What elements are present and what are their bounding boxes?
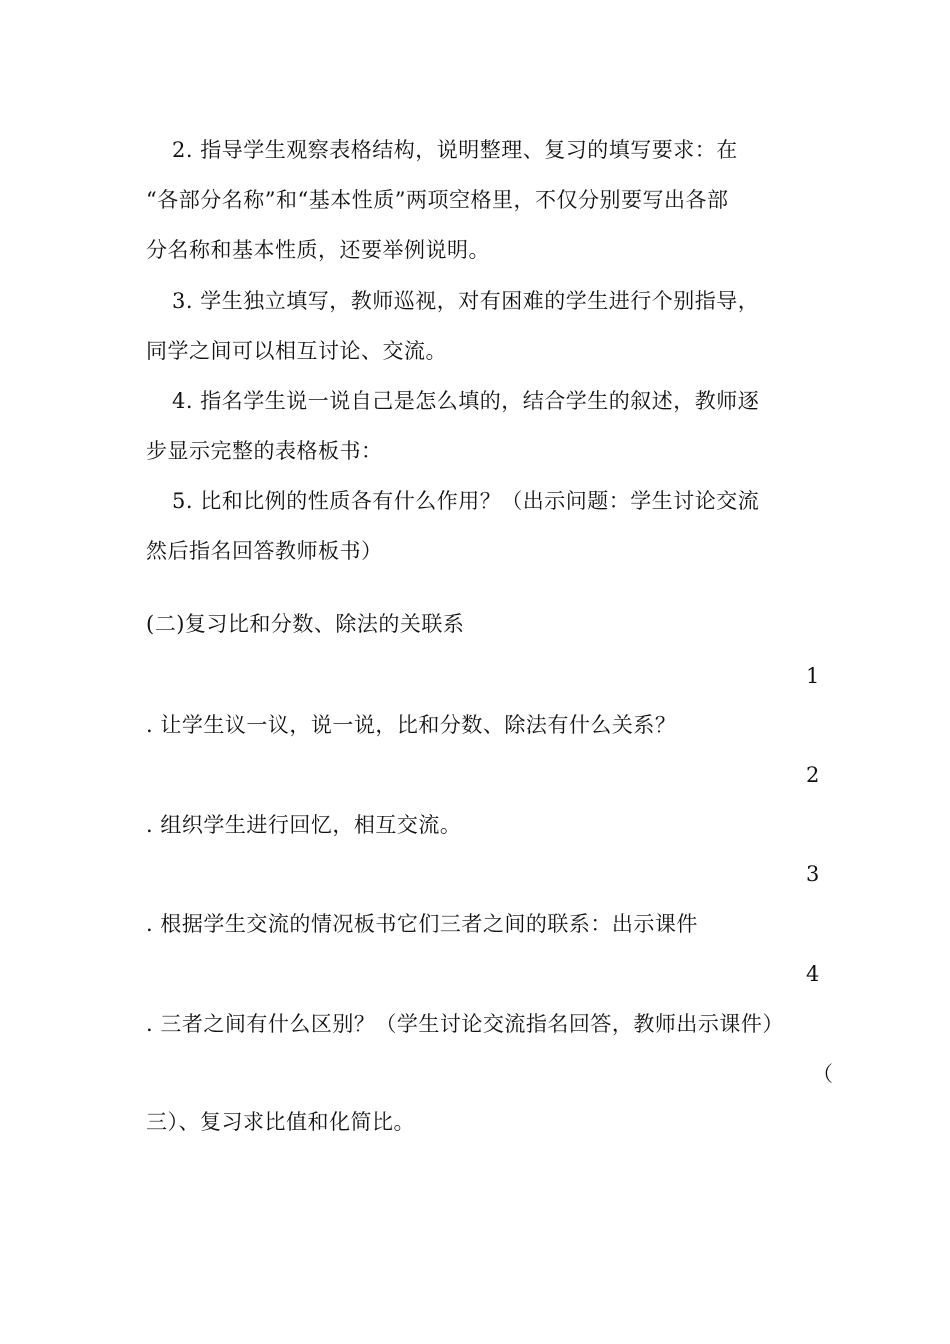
item3-text: . 根据学生交流的情况板书它们三者之间的联系：出示课件 [146,912,698,936]
para4-line2: 步显示完整的表格板书： [146,439,383,463]
item3-number: 3 [806,862,820,886]
section2-heading: (二)复习比和分数、除法的关联系 [146,612,465,636]
item1-text: . 让学生议一议，说一说，比和分数、除法有什么关系？ [146,713,677,737]
para5-line1: 5. 比和比例的性质各有什么作用？（出示问题：学生讨论交流 [172,489,760,513]
item2-number: 2 [806,763,820,787]
para3-line1: 3. 学生独立填写，教师巡视，对有困难的学生进行个别指导， [172,289,760,313]
section3-open-paren: （ [812,1062,833,1086]
section3-heading: 三）、复习求比值和化简比。 [146,1110,415,1134]
item1-number: 1 [806,664,820,688]
item4-text: . 三者之间有什么区别？（学生讨论交流指名回答，教师出示课件） [146,1012,784,1036]
para2-line3: 分名称和基本性质，还要举例说明。 [146,238,490,262]
item4-number: 4 [806,962,820,986]
item2-text: . 组织学生进行回忆，相互交流。 [146,813,462,837]
para2-line2: “各部分名称”和“基本性质”两项空格里，不仅分别要写出各部 [146,188,729,212]
para2-line1: 2. 指导学生观察表格结构，说明整理、复习的填写要求：在 [172,138,738,162]
para3-line2: 同学之间可以相互讨论、交流。 [146,339,447,363]
para4-line1: 4. 指名学生说一说自己是怎么填的，结合学生的叙述，教师逐 [172,389,760,413]
para5-line2: 然后指名回答教师板书） [146,539,383,563]
